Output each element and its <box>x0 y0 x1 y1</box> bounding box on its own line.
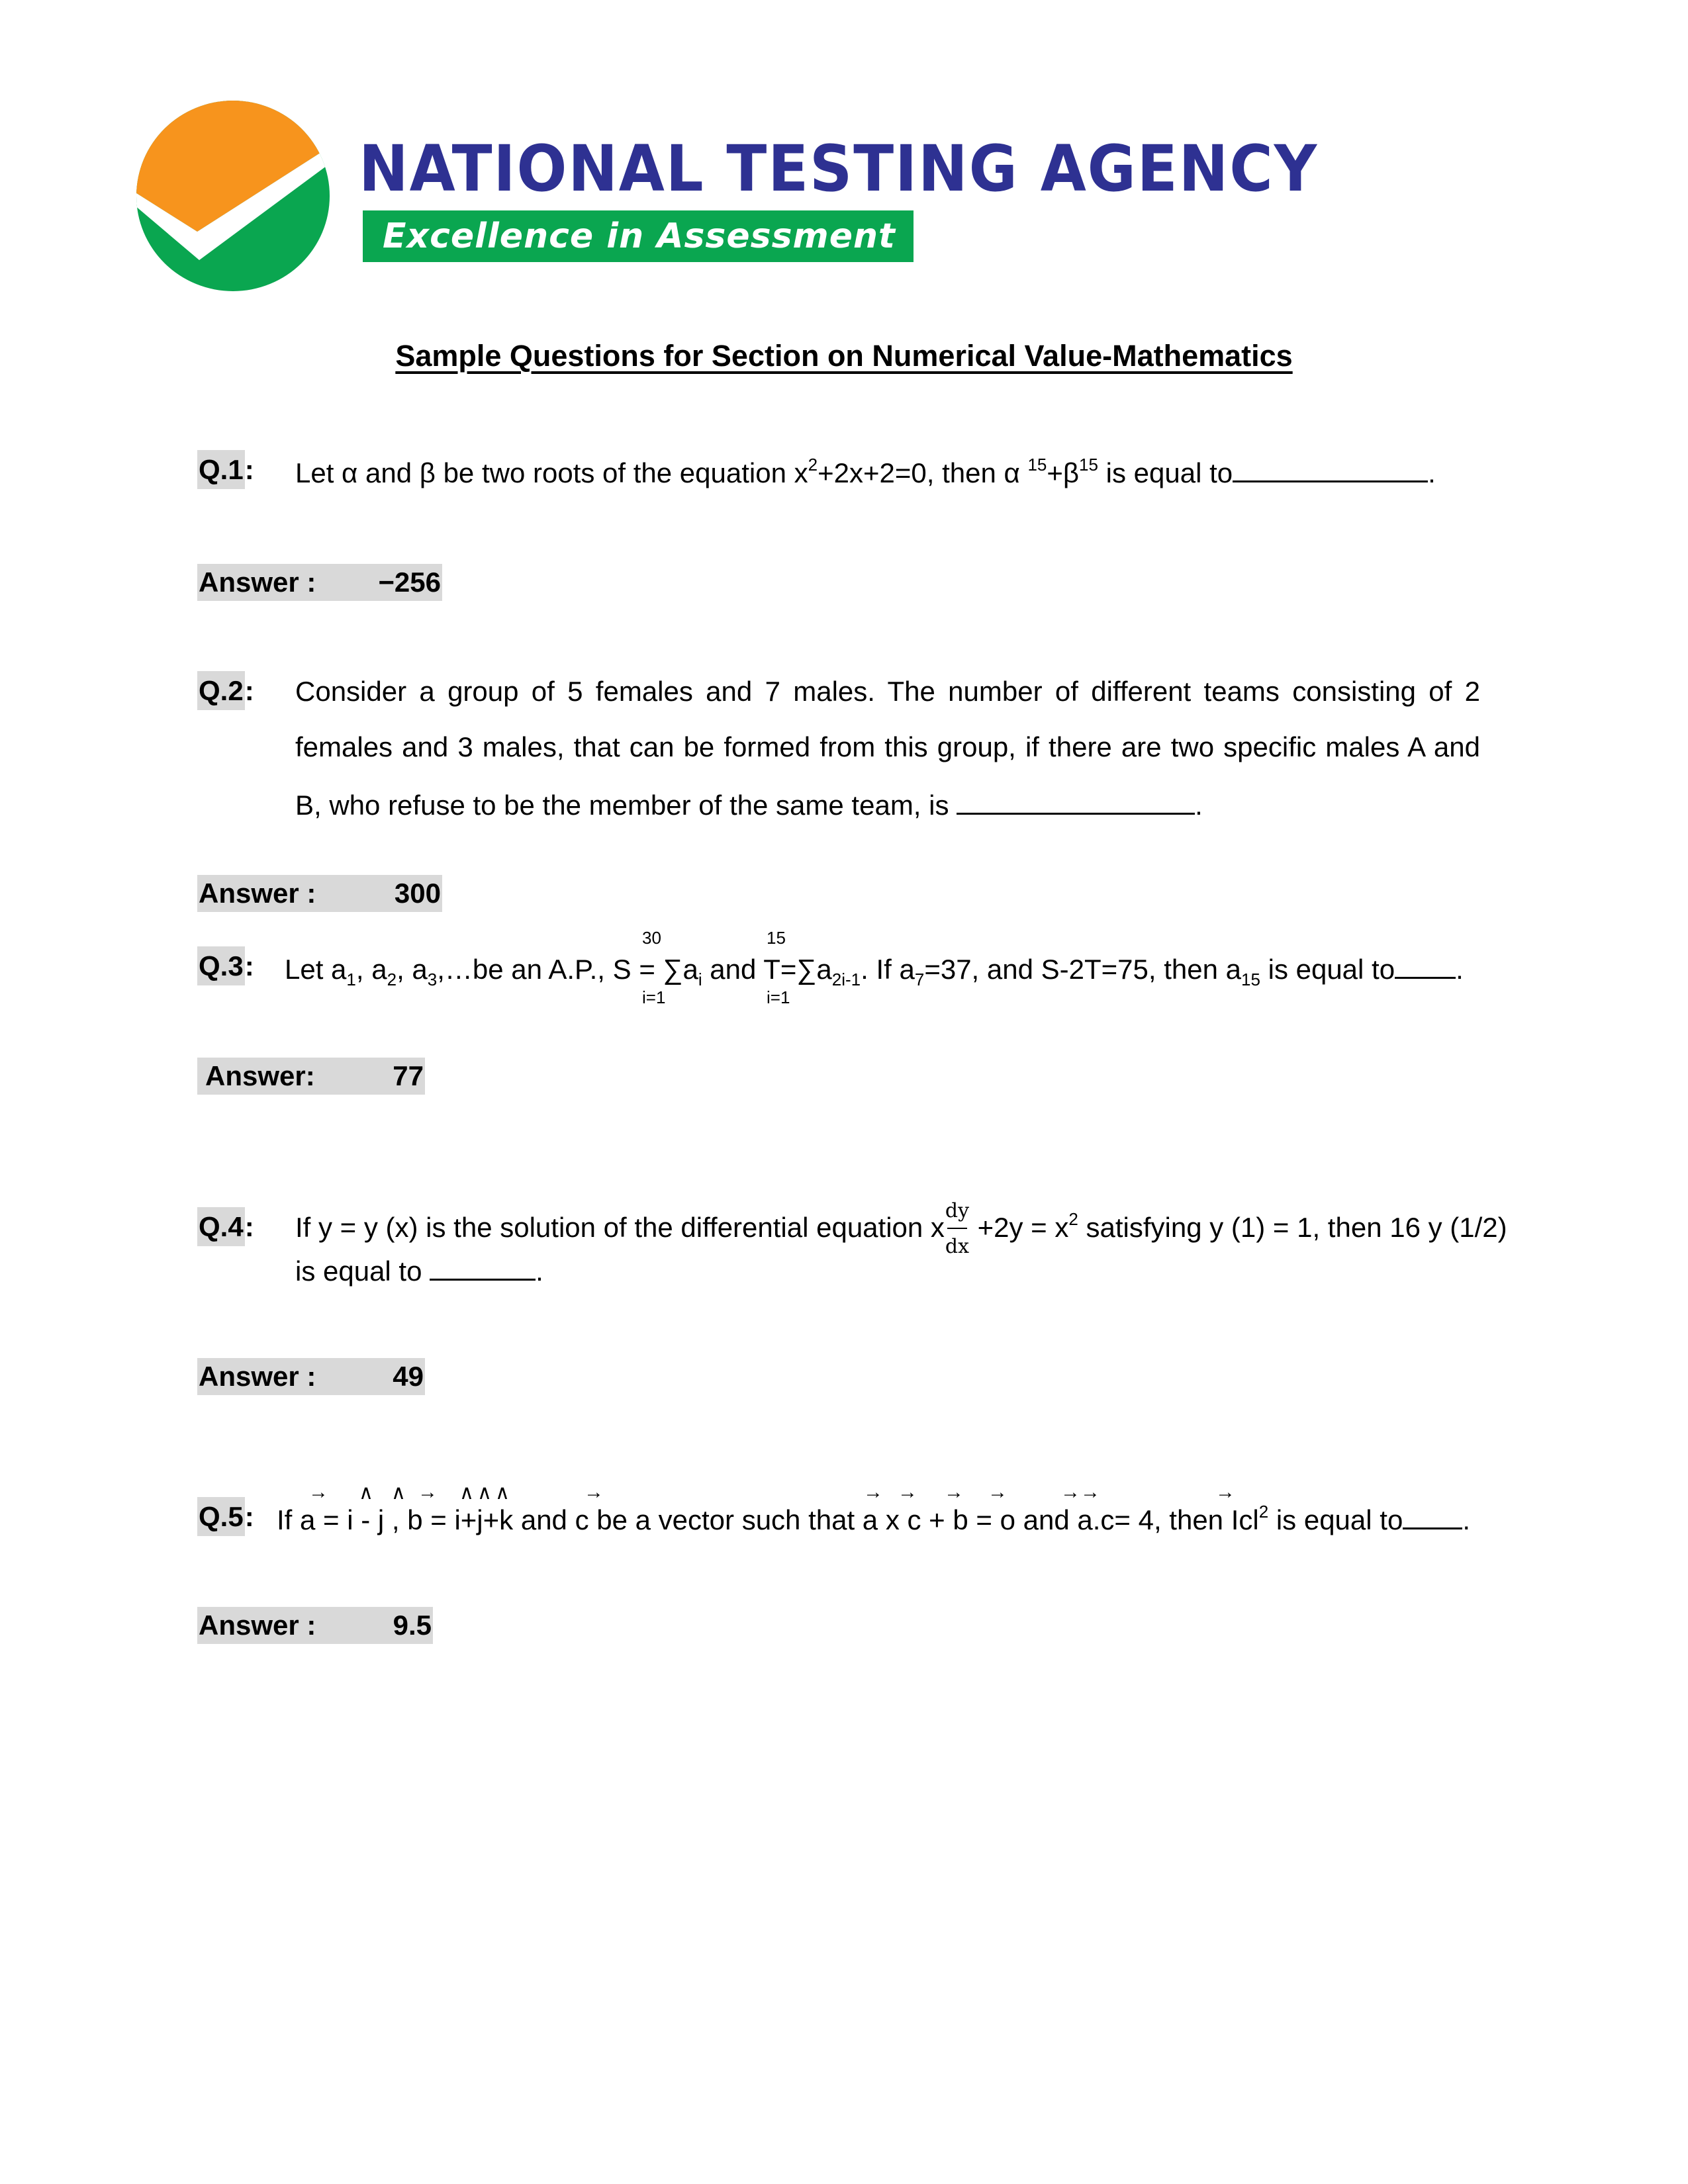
answer-box: Answer : 49 <box>197 1358 425 1395</box>
answer-blank <box>1403 1501 1462 1529</box>
question-label: Q.4: <box>197 1211 254 1243</box>
question-text-line: females and 3 males, that can be formed from this group, if there are two specific males A and <box>295 731 1480 762</box>
tagline: Excellence in Assessment <box>383 216 896 256</box>
answer-blank <box>957 786 1195 815</box>
sum-upper-limit: 30 <box>642 928 661 948</box>
answer-blank <box>1233 454 1428 482</box>
sum-lower-limit: i=1 <box>767 987 790 1007</box>
answer-blank <box>1395 950 1456 979</box>
question-text-line: is equal to . <box>295 1252 543 1288</box>
sum-lower-limit: i=1 <box>642 987 666 1007</box>
question-label: Q.3: <box>197 950 254 982</box>
answer-value: 49 <box>393 1361 424 1392</box>
page-title: Sample Questions for Section on Numerical Value-Mathematics <box>395 339 1293 373</box>
derivative-fraction: $\frac{dy}{dx}$ <box>945 1199 970 1258</box>
answer-value: 9.5 <box>393 1610 432 1641</box>
question-text: If y = y (x) is the solution of the differential equation x $\frac{dy}{dx}$ $+2y = x^2$ satisfying y (1) = 1, then 16 y (1/2) <box>295 1199 1507 1258</box>
answer-box: Answer: 77 <box>197 1058 425 1095</box>
question-label: Q.2: <box>197 675 254 707</box>
summation-icon: ∑ <box>663 954 683 985</box>
question-text: If a = i - j , b = i+j+k and c be a vector such that a x c + b = o and a.c= 4, then Icl$^2$ is equal to . <box>277 1502 1470 1535</box>
question-text-line: B, who refuse to be the member of the same team, is . <box>295 786 1203 822</box>
org-name: NATIONAL TESTING AGENCY <box>359 132 1319 206</box>
sum-upper-limit: 15 <box>767 928 786 948</box>
answer-box: Answer : 9.5 <box>197 1607 433 1644</box>
answer-blank <box>430 1252 536 1281</box>
answer-box: Answer : −256 <box>197 564 442 601</box>
summation-icon: ∑ <box>796 954 817 985</box>
question-text-line: Consider a group of 5 females and 7 males. The number of different teams consisting of 2 <box>295 676 1480 707</box>
answer-value: 77 <box>393 1060 424 1091</box>
question-text: Let $a_1$, $a_2$, $a_3,\dots be$ an A.P., $S = \sum a_i$ and $T=\sum a_{2i-1}$. If $a_7=37$, and S-2T=75, then $a_{15}$ is equal to . <box>285 950 1464 986</box>
question-label: Q.5: <box>197 1501 254 1533</box>
answer-value: −256 <box>378 567 441 598</box>
nta-logo-icon <box>134 99 332 293</box>
answer-value: 300 <box>394 878 441 909</box>
answer-box: Answer : 300 <box>197 875 442 912</box>
question-text: Let α and β be two roots of the equation $x^2+2x+2=0$, then α $^{15}+\beta^{15}$ is equal to . <box>295 455 1436 488</box>
question-label: Q.1: <box>197 454 254 486</box>
